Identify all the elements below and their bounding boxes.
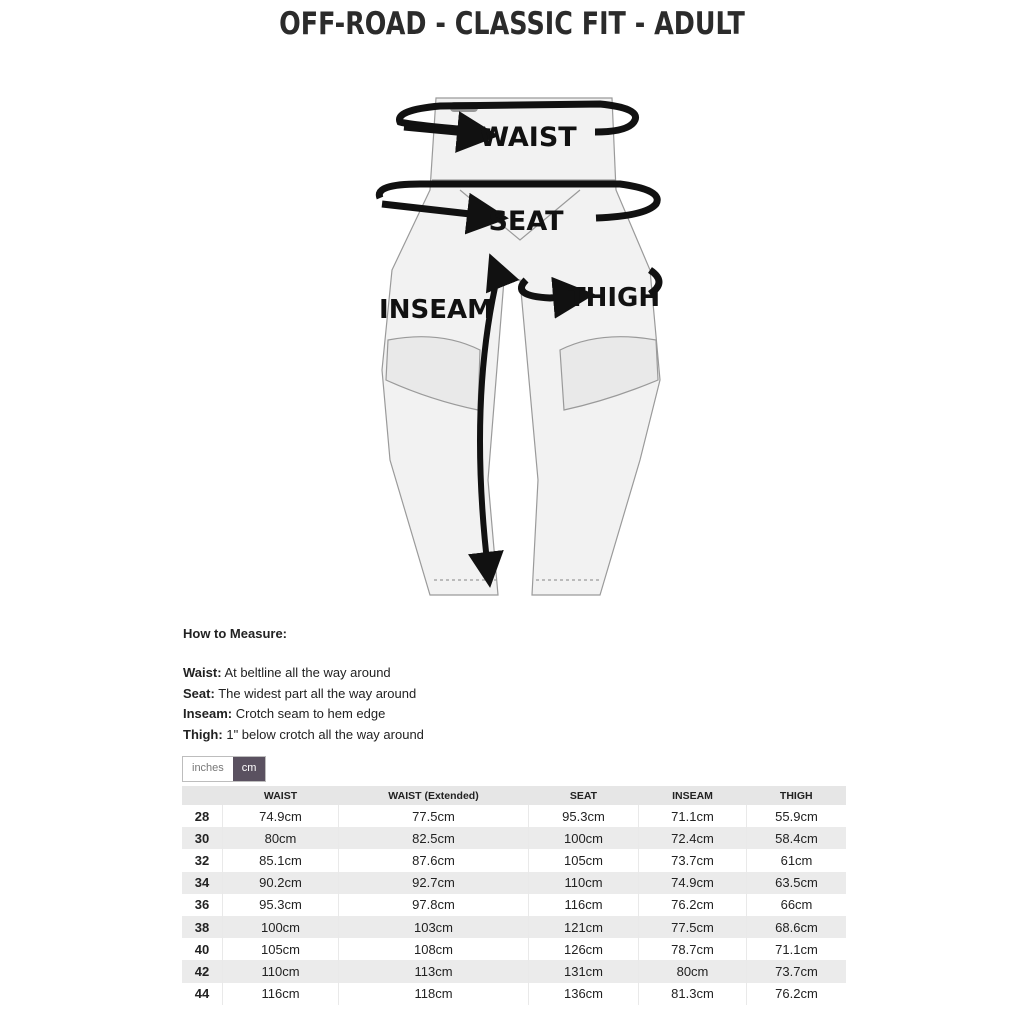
cell-waist: 100cm (223, 916, 339, 938)
page-title: OFF-ROAD - CLASSIC FIT - ADULT (279, 6, 745, 42)
measure-item-inseam (183, 704, 683, 725)
column-header-seat: SEAT (529, 786, 639, 805)
cell-thigh: 68.6cm (747, 916, 847, 938)
cell-waist-extended: 92.7cm (339, 872, 529, 894)
cell-size: 44 (182, 983, 223, 1005)
thigh-label: THIGH (567, 283, 661, 313)
cell-waist-extended: 103cm (339, 916, 529, 938)
cell-waist-extended: 108cm (339, 938, 529, 960)
column-header-inseam: INSEAM (639, 786, 747, 805)
cell-size: 38 (182, 916, 223, 938)
measure-text: Crotch seam to hem edge (235, 706, 386, 722)
cell-waist: 110cm (223, 960, 339, 982)
cell-inseam: 72.4cm (639, 827, 747, 849)
cell-seat: 95.3cm (529, 805, 639, 827)
measure-text: At beltline all the way around (224, 665, 391, 680)
cell-waist: 116cm (223, 983, 339, 1005)
cell-waist: 74.9cm (223, 805, 339, 827)
cell-thigh: 66cm (780, 897, 813, 913)
cell-inseam: 71.1cm (639, 805, 747, 827)
cell-seat: 121cm (529, 916, 639, 938)
cell-inseam: 78.7cm (639, 938, 747, 960)
cell-waist: 90.2cm (223, 872, 339, 894)
measure-item-waist (183, 663, 683, 684)
cell-seat: 126cm (529, 938, 639, 960)
cell-seat: 100cm (529, 827, 639, 849)
cell-waist: 95.3cm (223, 894, 339, 916)
table-row (182, 916, 846, 938)
measure-item-thigh (183, 725, 683, 746)
column-header-size (182, 786, 223, 805)
table-row (182, 872, 846, 894)
cell-seat: 105cm (529, 849, 639, 871)
waist-label: WAIST (479, 122, 577, 153)
cell-waist-extended: 97.8cm (339, 894, 529, 916)
cell-thigh: 55.9cm (775, 808, 818, 824)
pants-outline (382, 98, 660, 595)
unit-option-cm[interactable]: cm (233, 757, 266, 781)
inseam-label: INSEAM (379, 295, 493, 325)
cell-waist: 80cm (223, 827, 339, 849)
table-row (182, 983, 846, 1005)
table-row (182, 894, 846, 916)
measure-key: Inseam: (183, 706, 233, 722)
measure-key: Thigh: (183, 727, 223, 743)
table-row (182, 849, 846, 871)
cell-size: 30 (182, 827, 223, 849)
cell-inseam: 80cm (639, 960, 747, 982)
cell-inseam: 76.2cm (639, 894, 747, 916)
cell-thigh: 61cm (780, 852, 813, 868)
cell-waist-extended: 82.5cm (339, 827, 529, 849)
unit-option-inches[interactable]: inches (183, 757, 233, 781)
unit-toggle (182, 756, 266, 782)
measure-text: The widest part all the way around (218, 685, 417, 701)
cell-size: 32 (182, 849, 223, 871)
cell-seat: 131cm (529, 960, 639, 982)
table-header-row (182, 786, 846, 805)
how-to-measure-heading: How to Measure: (183, 626, 288, 641)
measure-item-seat (183, 684, 683, 705)
cell-thigh: 71.1cm (775, 941, 818, 957)
cell-size: 36 (182, 894, 223, 916)
cell-seat: 110cm (529, 872, 639, 894)
pants-measurement-diagram (360, 80, 680, 600)
cell-waist-extended: 118cm (339, 983, 529, 1005)
cell-inseam: 81.3cm (639, 983, 747, 1005)
cell-size: 28 (182, 805, 223, 827)
table-row (182, 960, 846, 982)
cell-size: 34 (182, 872, 223, 894)
how-to-measure-section (183, 626, 683, 746)
seat-label: SEAT (488, 206, 564, 237)
table-row (182, 805, 846, 827)
cell-inseam: 74.9cm (639, 872, 747, 894)
cell-waist-extended: 113cm (339, 960, 529, 982)
column-header-waist: WAIST (223, 786, 339, 805)
cell-waist: 85.1cm (223, 849, 339, 871)
cell-thigh: 73.7cm (747, 960, 847, 982)
measure-key: Waist: (183, 665, 222, 680)
table-row (182, 938, 846, 960)
cell-waist-extended: 77.5cm (339, 805, 529, 827)
cell-inseam: 77.5cm (639, 916, 747, 938)
column-header-thigh: THIGH (747, 786, 847, 805)
cell-inseam: 73.7cm (639, 849, 747, 871)
cell-thigh: 58.4cm (747, 827, 847, 849)
cell-waist: 105cm (223, 938, 339, 960)
cell-size: 40 (182, 938, 223, 960)
cell-waist-extended: 87.6cm (339, 849, 529, 871)
measure-text: 1" below crotch all the way around (226, 727, 424, 743)
pants-illustration (360, 80, 680, 600)
measure-key: Seat: (183, 685, 215, 701)
cell-thigh: 63.5cm (747, 872, 847, 894)
cell-seat: 136cm (529, 983, 639, 1005)
cell-seat: 116cm (529, 894, 639, 916)
cell-size: 42 (182, 960, 223, 982)
table-row (182, 827, 846, 849)
column-header-waist-extended: WAIST (Extended) (339, 786, 529, 805)
size-table (182, 786, 846, 1005)
cell-thigh: 76.2cm (775, 986, 818, 1002)
